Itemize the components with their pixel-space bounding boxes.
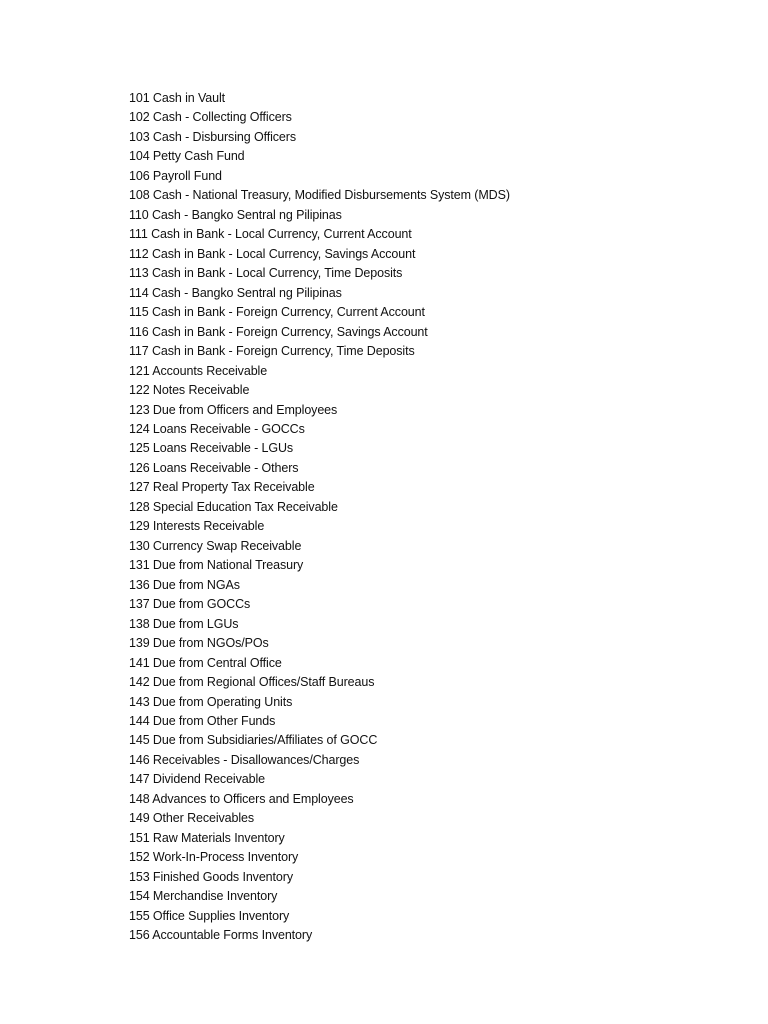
account-line: 148 Advances to Officers and Employees	[129, 791, 354, 806]
account-line: 123 Due from Officers and Employees	[129, 402, 338, 417]
account-line: 126 Loans Receivable - Others	[129, 460, 299, 475]
account-line: 138 Due from LGUs	[129, 616, 239, 631]
account-line: 127 Real Property Tax Receivable	[129, 480, 315, 495]
chart-of-accounts-list	[129, 89, 510, 946]
account-line: 156 Accountable Forms Inventory	[129, 928, 313, 943]
account-line: 131 Due from National Treasury	[129, 558, 304, 573]
account-line: 130 Currency Swap Receivable	[129, 538, 302, 553]
account-line: 117 Cash in Bank - Foreign Currency, Time Deposits	[129, 344, 415, 359]
account-line: 115 Cash in Bank - Foreign Currency, Current Account	[129, 305, 425, 320]
account-line: 104 Petty Cash Fund	[129, 149, 245, 164]
account-line: 103 Cash - Disbursing Officers	[129, 129, 296, 144]
account-line: 136 Due from NGAs	[129, 577, 240, 592]
account-line: 110 Cash - Bangko Sentral ng Pilipinas	[129, 207, 342, 222]
account-line: 114 Cash - Bangko Sentral ng Pilipinas	[129, 285, 342, 300]
account-line: 137 Due from GOCCs	[129, 597, 251, 612]
account-line: 141 Due from Central Office	[129, 655, 282, 670]
account-line: 143 Due from Operating Units	[129, 694, 293, 709]
account-line: 153 Finished Goods Inventory	[129, 869, 293, 884]
account-line: 155 Office Supplies Inventory	[129, 908, 290, 923]
account-line: 142 Due from Regional Offices/Staff Bureaus	[129, 675, 375, 690]
account-line: 102 Cash - Collecting Officers	[129, 110, 292, 125]
account-line: 125 Loans Receivable - LGUs	[129, 441, 294, 456]
account-line: 116 Cash in Bank - Foreign Currency, Savings Account	[129, 324, 428, 339]
account-line: 154 Merchandise Inventory	[129, 889, 278, 904]
account-line: 151 Raw Materials Inventory	[129, 830, 285, 845]
account-line: 144 Due from Other Funds	[129, 714, 276, 728]
account-line: 113 Cash in Bank - Local Currency, Time Deposits	[129, 266, 403, 281]
account-line: 112 Cash in Bank - Local Currency, Savings Account	[129, 246, 416, 261]
account-line: 149 Other Receivables	[129, 811, 255, 826]
account-line: 129 Interests Receivable	[129, 519, 265, 534]
account-line: 145 Due from Subsidiaries/Affiliates of GOCC	[129, 733, 378, 748]
account-line: 122 Notes Receivable	[129, 383, 250, 398]
account-line: 121 Accounts Receivable	[129, 363, 268, 378]
account-line: 108 Cash - National Treasury, Modified Disbursements System (MDS)	[129, 188, 510, 203]
account-line: 152 Work-In-Process Inventory	[129, 850, 299, 865]
account-line: 101 Cash in Vault	[129, 91, 226, 105]
account-line: 146 Receivables - Disallowances/Charges	[129, 752, 360, 767]
account-line: 124 Loans Receivable - GOCCs	[129, 421, 305, 436]
account-line: 139 Due from NGOs/POs	[129, 636, 269, 651]
account-line: 106 Payroll Fund	[129, 168, 222, 183]
account-line: 111 Cash in Bank - Local Currency, Current Account	[129, 227, 412, 242]
account-line: 128 Special Education Tax Receivable	[129, 499, 338, 514]
account-line: 147 Dividend Receivable	[129, 772, 265, 787]
